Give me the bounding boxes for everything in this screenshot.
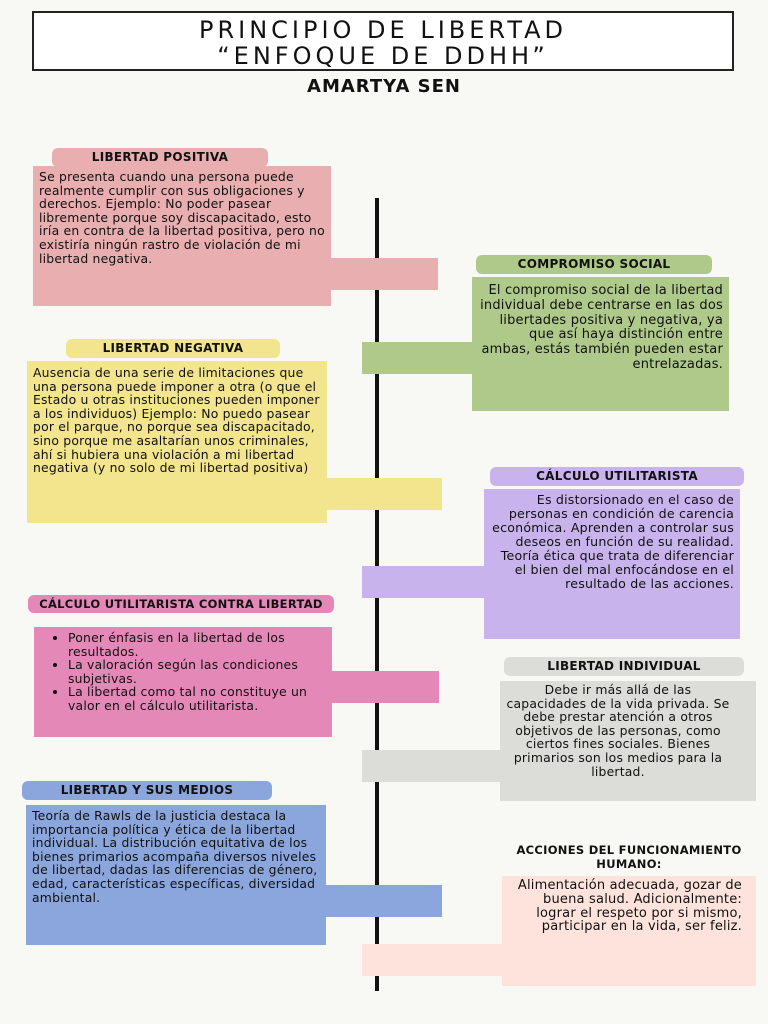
box-acciones-funcionamiento: Alimentación adecuada, gozar de buena salud. Adicionalmente: lograr el respeto por si mismo, participar en la vida, ser feliz. <box>502 876 756 986</box>
title-line1: PRINCIPIO DE LIBERTAD <box>198 16 568 44</box>
label-compromiso-social: COMPROMISO SOCIAL <box>476 255 712 274</box>
connector-libertad-medios <box>326 885 442 917</box>
box-calculo-contra-libertad <box>34 627 332 737</box>
connector-libertad-positiva <box>330 258 438 290</box>
label-libertad-medios: LIBERTAD Y SUS MEDIOS <box>22 781 272 800</box>
connector-libertad-negativa <box>326 478 442 510</box>
label-libertad-individual: LIBERTAD INDIVIDUAL <box>504 657 744 676</box>
list-calculo-contra-libertad <box>38 631 328 713</box>
list-item: • Poner énfasis en la libertad de los resultados. <box>68 631 328 658</box>
label-acciones-funcionamiento: ACCIONES DEL FUNCIONAMIENTO HUMANO: <box>516 843 742 871</box>
box-libertad-negativa: Ausencia de una serie de limitaciones que una persona puede imponer a otra (o que el Estado u otras instituciones pueden imponer a los individuos) Ejemplo: No puedo pasear por el parque, no porque sea discapacitado, sino porque me asaltarían unos criminales, ahí si hubiera una violación a mi libertad negativa (y no solo de mi libertad positiva) <box>27 361 327 523</box>
label-libertad-positiva: LIBERTAD POSITIVA <box>52 148 268 167</box>
title-box <box>32 11 734 71</box>
title-line2: “ENFOQUE DE DDHH” <box>217 42 549 70</box>
connector-libertad-individual <box>362 750 502 782</box>
label-calculo-utilitarista: CÁLCULO UTILITARISTA <box>490 467 744 486</box>
box-libertad-medios: Teoría de Rawls de la justicia destaca la importancia política y ética de la libertad individual. La distribución equitativa de los bienes primarios acompaña diversos niveles de libertad, dadas las diferencias de género, edad, características específicas, diversidad ambiental. <box>26 805 326 945</box>
connector-compromiso-social <box>362 342 474 374</box>
box-libertad-individual: Debe ir más allá de las capacidades de la vida privada. Se debe prestar atención a otros objetivos de las personas, como ciertos fines sociales. Bienes primarios son los medios para la libertad. <box>500 681 756 801</box>
connector-calculo-contra-libertad <box>332 671 439 703</box>
box-compromiso-social: El compromiso social de la libertad individual debe centrarse en las dos libertades positiva y negativa, ya que así haya distinción entre ambas, estás también pueden estar entrelazadas. <box>472 277 729 411</box>
box-libertad-positiva: Se presenta cuando una persona puede realmente cumplir con sus obligaciones y derechos. Ejemplo: No poder pasear libremente porque soy discapacitado, esto iría en contra de la libertad positiva, pero no existiría ningún rastro de violación de mi libertad negativa. <box>33 166 331 306</box>
label-libertad-negativa: LIBERTAD NEGATIVA <box>66 339 280 358</box>
box-calculo-utilitarista: Es distorsionado en el caso de personas en condición de carencia económica. Aprenden a controlar sus deseos en función de su realidad. Teoría ética que trata de diferenciar el bien del mal enfocándose en el resultado de las acciones. <box>484 489 740 639</box>
connector-acciones-funcionamiento <box>362 944 502 976</box>
list-item: • La valoración según las condiciones subjetivas. <box>68 658 328 685</box>
list-item: • La libertad como tal no constituye un valor en el cálculo utilitarista. <box>68 685 328 712</box>
label-calculo-contra-libertad: CÁLCULO UTILITARISTA CONTRA LIBERTAD <box>28 595 334 613</box>
subtitle: AMARTYA SEN <box>307 76 461 97</box>
connector-calculo-utilitarista <box>362 566 486 598</box>
